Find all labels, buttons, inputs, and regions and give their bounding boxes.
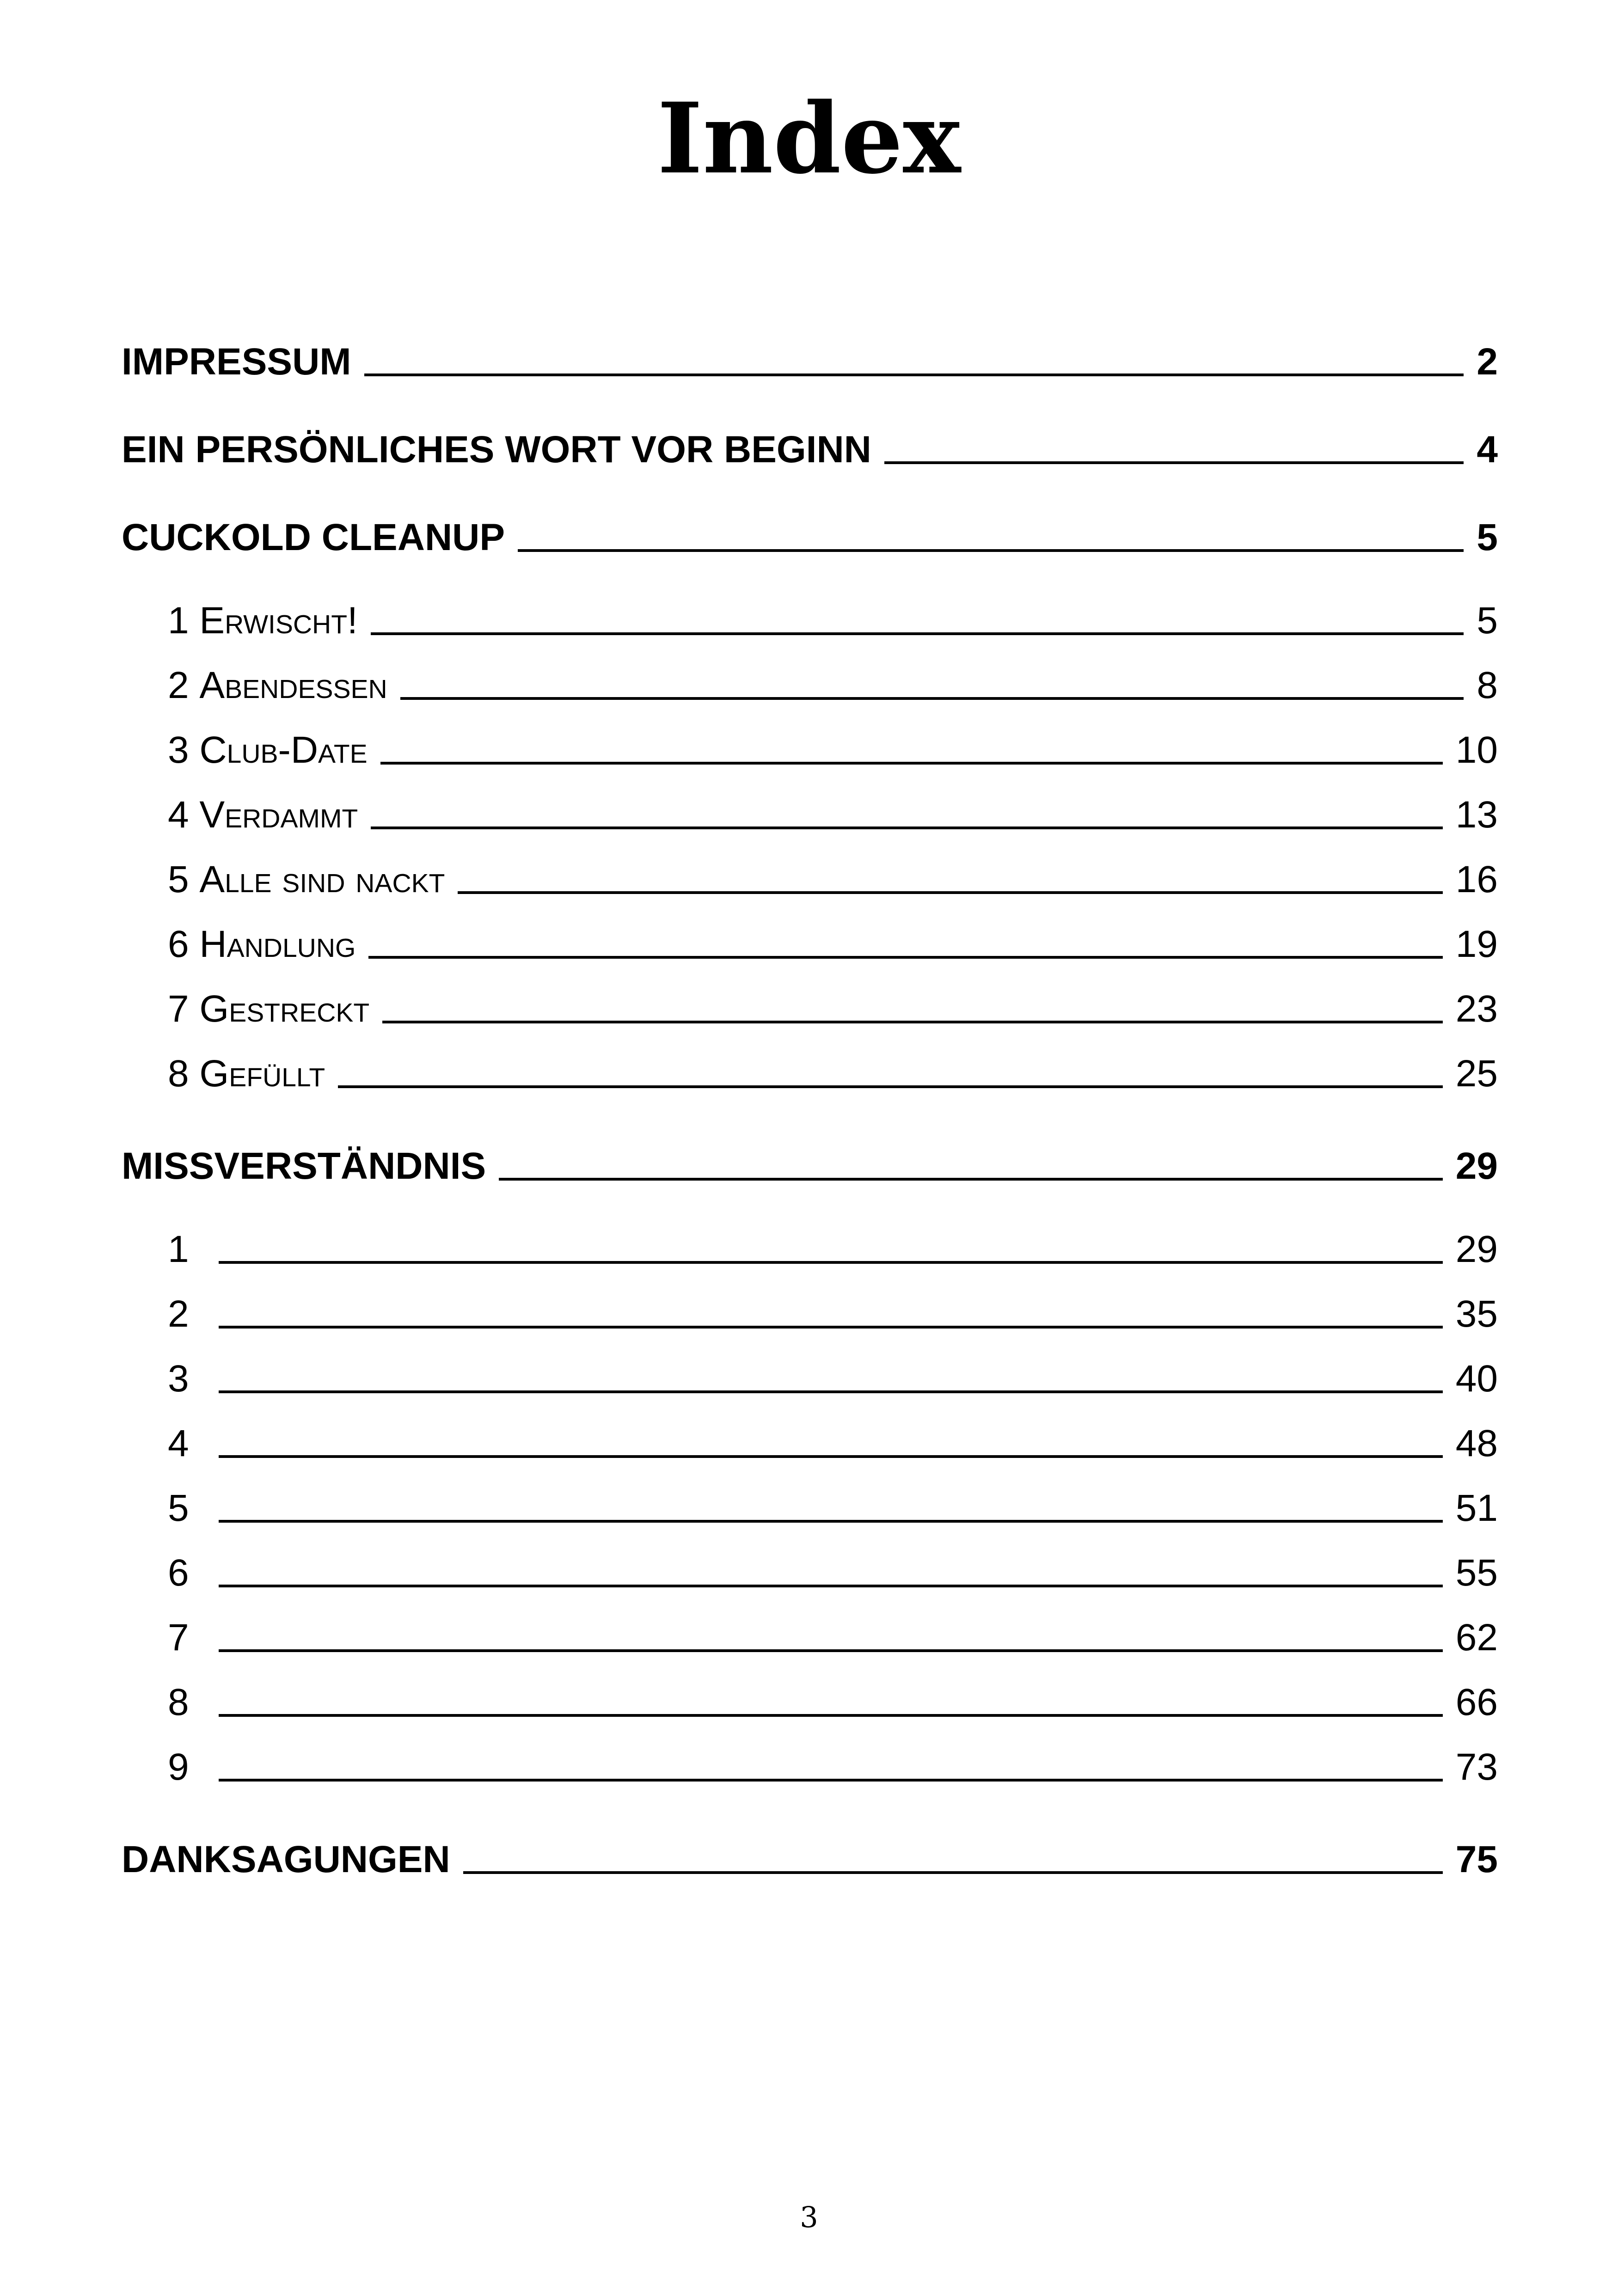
toc-entry-number: 1 — [168, 1228, 189, 1270]
toc-section-entry[interactable] — [122, 596, 1498, 643]
toc-chapter-entry[interactable] — [122, 333, 1498, 384]
toc-entry-label — [168, 1487, 189, 1530]
toc-section-entry[interactable] — [122, 1743, 1498, 1789]
toc-entry-number: 2 — [168, 1293, 189, 1335]
toc-page-number: 5 — [1477, 516, 1498, 558]
page-number: 3 — [800, 2200, 818, 2234]
toc-entry-number: 2 — [168, 664, 189, 706]
toc-leader-line — [219, 1714, 1443, 1717]
toc-section-entry[interactable] — [122, 920, 1498, 966]
toc-leader-line — [371, 632, 1464, 635]
toc-page-number: 75 — [1455, 1838, 1498, 1880]
toc-entry-label — [168, 1422, 189, 1465]
toc-leader-line — [364, 373, 1464, 376]
toc-section-entry[interactable] — [122, 1549, 1498, 1595]
toc-page-number: 19 — [1455, 923, 1498, 965]
toc-page-number: 13 — [1455, 794, 1498, 836]
toc-entry-number: 3 — [168, 729, 189, 771]
toc-section-entry[interactable] — [122, 1613, 1498, 1659]
toc-entry-label — [168, 1745, 189, 1789]
toc-chapter-entry[interactable] — [122, 508, 1498, 559]
toc-leader-line — [463, 1871, 1443, 1874]
toc-entry-title: Handlung — [199, 923, 356, 965]
toc-entry-number: 9 — [168, 1746, 189, 1788]
toc-entry-label — [168, 599, 358, 643]
toc-leader-line — [380, 762, 1443, 765]
toc-leader-line — [499, 1178, 1443, 1181]
page-title: Index — [657, 81, 961, 196]
toc-entry-label — [168, 729, 368, 772]
toc-section-entry[interactable] — [122, 985, 1498, 1031]
toc-entry-label — [168, 1551, 189, 1595]
toc-page-number: 62 — [1455, 1616, 1498, 1659]
toc-leader-line — [219, 1390, 1443, 1393]
toc-page-number: 35 — [1455, 1293, 1498, 1335]
toc-page-number: 2 — [1477, 341, 1498, 383]
toc-entry-number: 6 — [168, 1552, 189, 1594]
toc-leader-line — [219, 1326, 1443, 1329]
toc-entry-number: 6 — [168, 923, 189, 965]
toc-chapter-entry[interactable] — [122, 1831, 1498, 1881]
toc-leader-line — [368, 956, 1442, 959]
toc-entry-label — [168, 1357, 189, 1401]
toc-leader-line — [219, 1455, 1443, 1458]
toc-page-number: 73 — [1455, 1746, 1498, 1788]
toc-entry-label — [168, 987, 369, 1031]
toc-leader-line — [382, 1021, 1443, 1023]
toc-entry-number: 8 — [168, 1681, 189, 1723]
toc-section-entry[interactable] — [122, 1290, 1498, 1336]
toc-page-number: 51 — [1455, 1487, 1498, 1529]
toc-section-entry[interactable] — [122, 1419, 1498, 1465]
toc-leader-line — [219, 1261, 1443, 1264]
toc-leader-line — [458, 891, 1442, 894]
toc-entry-number: 8 — [168, 1053, 189, 1095]
toc-leader-line — [219, 1585, 1443, 1587]
toc-page-number: 8 — [1477, 664, 1498, 706]
toc-entry-title: Gefüllt — [199, 1053, 325, 1095]
toc-entry-label: CUCKOLD CLEANUP — [122, 516, 505, 558]
toc-entry-label: DANKSAGUNGEN — [122, 1838, 450, 1880]
toc-leader-line — [371, 827, 1443, 829]
toc-entry-number: 5 — [168, 858, 189, 900]
toc-page-number: 23 — [1455, 988, 1498, 1030]
toc-entry-title: Erwischt! — [199, 600, 358, 642]
toc-page-number: 4 — [1477, 429, 1498, 471]
toc-section-entry[interactable] — [122, 1354, 1498, 1401]
toc-leader-line — [219, 1520, 1443, 1523]
toc-page-number: 25 — [1455, 1053, 1498, 1095]
toc-page-number: 40 — [1455, 1358, 1498, 1400]
toc-entry-label — [168, 793, 358, 837]
toc-page-number: 48 — [1455, 1422, 1498, 1464]
toc-section-entry[interactable] — [122, 1225, 1498, 1271]
toc-section-entry[interactable] — [122, 661, 1498, 707]
toc-entry-title: Verdammt — [199, 794, 358, 836]
toc-leader-line — [400, 697, 1464, 700]
toc-entry-label: EIN PERSÖNLICHES WORT VOR BEGINN — [122, 429, 871, 471]
toc-section-entry[interactable] — [122, 1484, 1498, 1530]
toc-leader-line — [338, 1085, 1443, 1088]
toc-chapter-entry[interactable] — [122, 421, 1498, 471]
toc-entry-label — [168, 664, 387, 707]
toc-entry-number: 1 — [168, 600, 189, 642]
toc-entry-label — [168, 858, 445, 901]
toc-leader-line — [219, 1779, 1443, 1782]
toc-chapter-entry[interactable] — [122, 1137, 1498, 1188]
toc-page-number: 10 — [1455, 729, 1498, 771]
toc-entry-label: IMPRESSUM — [122, 341, 351, 383]
toc-entry-number: 7 — [168, 988, 189, 1030]
toc-entry-label — [168, 1681, 189, 1724]
toc-entry-number: 7 — [168, 1616, 189, 1659]
toc-leader-line — [518, 549, 1464, 552]
toc-page-number: 16 — [1455, 858, 1498, 900]
toc-entry-title: Abendessen — [199, 664, 387, 706]
toc-page-number: 29 — [1455, 1228, 1498, 1270]
toc-page-number: 55 — [1455, 1552, 1498, 1594]
toc-entry-title: Club-Date — [199, 729, 368, 771]
toc-entry-title: Gestreckt — [199, 988, 370, 1030]
toc-section-entry[interactable] — [122, 726, 1498, 772]
toc-section-entry[interactable] — [122, 855, 1498, 901]
toc-leader-line — [219, 1649, 1443, 1652]
toc-leader-line — [884, 461, 1464, 464]
toc-entry-number: 5 — [168, 1487, 189, 1529]
toc-section-entry[interactable] — [122, 790, 1498, 837]
toc-entry-label — [168, 923, 355, 966]
toc-entry-label — [168, 1292, 189, 1336]
toc-entry-number: 4 — [168, 794, 189, 836]
toc-page-number: 5 — [1477, 600, 1498, 642]
toc-entry-number: 3 — [168, 1358, 189, 1400]
toc-entry-title: Alle sind nackt — [199, 858, 445, 900]
toc-section-entry[interactable] — [122, 1678, 1498, 1724]
toc-entry-label — [168, 1228, 189, 1271]
toc-page-number: 66 — [1455, 1681, 1498, 1723]
toc-entry-label — [168, 1616, 189, 1659]
toc-page-number: 29 — [1455, 1145, 1498, 1187]
toc-entry-label — [168, 1052, 325, 1096]
toc-section-entry[interactable] — [122, 1049, 1498, 1096]
toc-entry-label: MISSVERSTÄNDNIS — [122, 1145, 486, 1187]
toc-entry-number: 4 — [168, 1422, 189, 1464]
